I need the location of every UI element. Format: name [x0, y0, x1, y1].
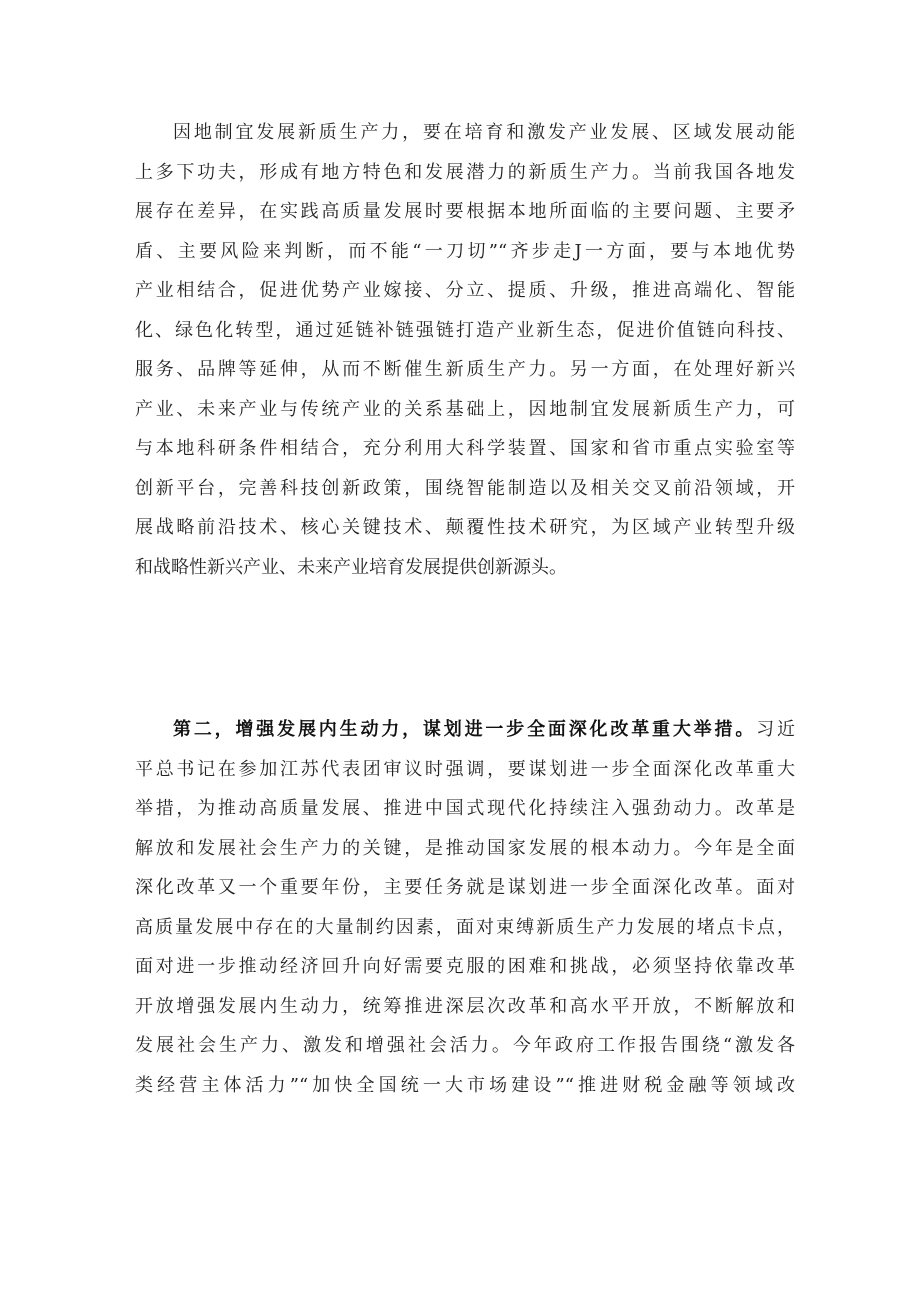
text-line: 深化改革又一个重要年份，主要任务就是谋划进一步全面深化改革。面对	[135, 877, 795, 898]
text-line: 与本地科研条件相结合，充分利用大科学装置、国家和省市重点实验室等	[135, 438, 795, 459]
text-line: 盾、主要风险来判断，而不能“一刀切”“齐步走J一方面，要与本地优势	[135, 240, 795, 262]
text-line: 化、绿色化转型，通过延链补链强链打造产业新生态，促进价值链向科技、	[135, 319, 795, 341]
text-line: 因地制宜发展新质生产力，要在培育和激发产业发展、区域发展动能	[173, 122, 795, 143]
paragraph-deepening-reform	[135, 710, 795, 1105]
text-run: 习近	[756, 719, 795, 740]
text-line: 发展社会生产力、激发和增强社会活力。今年政府工作报告围绕“激发各	[135, 1035, 795, 1056]
text-line: 平总书记在参加江苏代表团审议时强调，要谋划进一步全面深化改革重大	[135, 758, 795, 780]
text-line: 开放增强发展内生动力，统筹推进深层次改革和高水平开放，不断解放和	[135, 995, 795, 1017]
text-line: 面对进一步推动经济回升向好需要克服的困难和挑战，必须坚持依靠改革	[135, 956, 795, 977]
section-heading: 第二，增强发展内生动力，谋划进一步全面深化改革重大举措。	[173, 719, 757, 740]
text-line-with-heading	[135, 710, 795, 750]
text-line: 创新平台，完善科技创新政策，围绕智能制造以及相关交叉前沿领域，开	[135, 477, 795, 499]
text-line: 类经营主体活力”“加快全国统一大市场建设”“推进财税金融等领域改	[135, 1074, 795, 1096]
text-line: 上多下功夫，形成有地方特色和发展潜力的新质生产力。当前我国各地发	[135, 161, 795, 183]
text-line: 服务、品牌等延伸，从而不断催生新质生产力。另一方面，在处理好新兴	[135, 359, 795, 380]
text-line: 举措，为推动高质量发展、推进中国式现代化持续注入强劲动力。改革是	[135, 798, 795, 819]
text-line: 展战略前沿技术、核心关键技术、颠覆性技术研究，为区域产业转型升级	[135, 517, 795, 538]
text-line: 和战略性新兴产业、未来产业培育发展提供创新源头。	[135, 556, 567, 578]
text-line: 展存在差异，在实践高质量发展时要根据本地所面临的主要问题、主要矛	[135, 201, 795, 222]
text-line: 高质量发展中存在的大量制约因素，面对束缚新质生产力发展的堵点卡点，	[135, 916, 795, 938]
text-line: 产业相结合，促进优势产业嫁接、分立、提质、升级，推进高端化、智能	[135, 280, 795, 301]
paragraph-local-productivity	[135, 113, 795, 587]
text-line: 解放和发展社会生产力的关键，是推动国家发展的根本动力。今年是全面	[135, 837, 795, 859]
text-line: 产业、未来产业与传统产业的关系基础上，因地制宜发展新质生产力，可	[135, 398, 795, 420]
